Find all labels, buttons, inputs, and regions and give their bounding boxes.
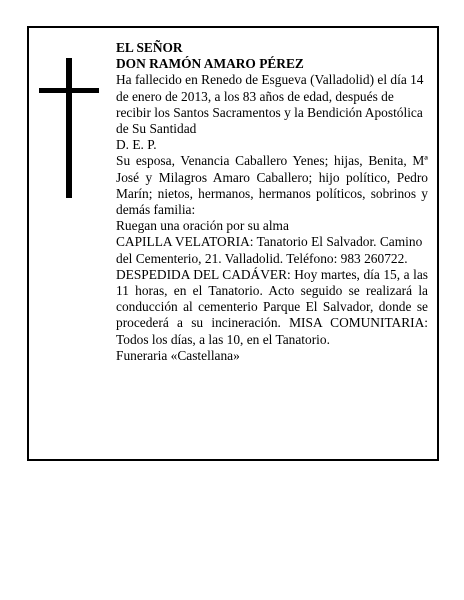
rip-line: D. E. P. [116,137,157,153]
prayer-line: Ruegan una oración por su alma [116,218,289,234]
funeral-home: Funeraria «Castellana» [116,347,240,363]
notice-text [116,40,428,364]
deceased-name: DON RAMÓN AMARO PÉREZ [116,56,304,72]
chapel-paragraph: CAPILLA VELATORIA: Tanatorio El Salvador. Camino del Cementerio, 21. Valladolid. Teléfono: 983 260722. [116,234,423,266]
farewell-paragraph: DESPEDIDA DEL CADÁVER: Hoy martes, día 15, a las 11 horas, en el Tanatorio. Acto seguido se realizará la conducción al cementerio Parque El Salvador, donde se procederá a su incineración. MISA COMUNITARIA: Todos los días, a las 10, en el Tanatorio. [116,266,428,347]
family-paragraph: Su esposa, Venancia Caballero Yenes; hijas, Benita, Mª José y Milagros Amaro Caballero; hijo político, Pedro Marín; nietos, hermanos, hermanos políticos, sobrinos y demás familia: [116,153,428,218]
title-line-1: EL SEÑOR [116,40,183,55]
cross-vertical-bar [66,58,72,198]
cross-icon [39,58,99,198]
death-paragraph: Ha fallecido en Renedo de Esgueva (Valladolid) el día 14 de enero de 2013, a los 83 años de edad, después de recibir los Santos Sacramentos y la Bendición Apostólica de Su Santidad [116,72,424,137]
obituary-notice [27,26,439,461]
cross-horizontal-bar [39,88,99,93]
